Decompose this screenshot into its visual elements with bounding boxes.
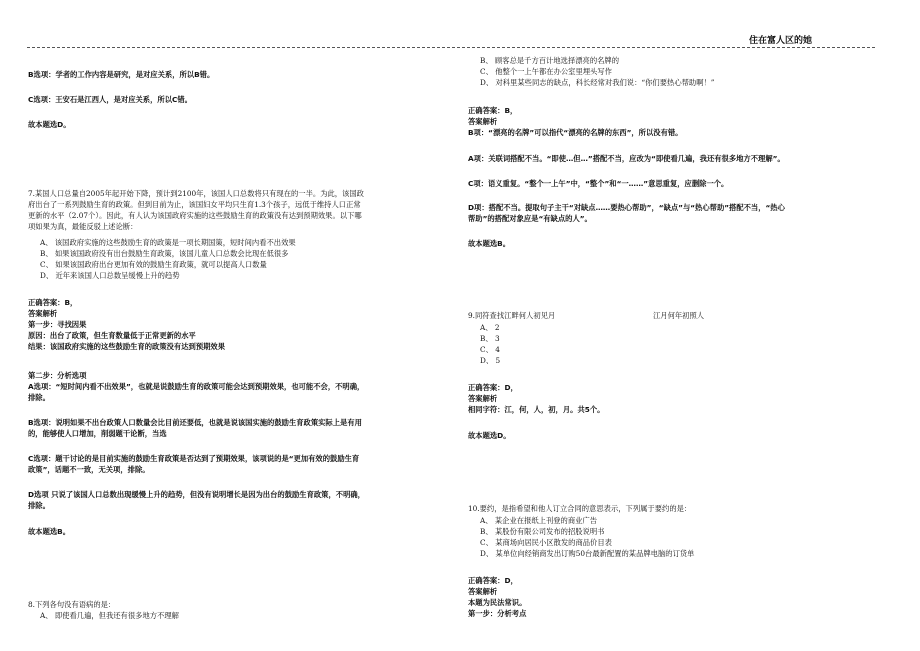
q7-option-b-analysis bbox=[28, 417, 438, 439]
q10-analysis-label: 答案解析 bbox=[468, 587, 498, 596]
analysis-line: 的，能够使人口增加，削弱题干论断，当选 bbox=[28, 429, 167, 438]
q8-option-a-explanation: A项：关联词搭配不当。“即使…但…”搭配不当，应改为“即使看几遍，我还有很多地方不理解”。 bbox=[468, 154, 785, 163]
q9-answer-block bbox=[468, 382, 880, 415]
q10-explanation: 本题为民法常识。 bbox=[468, 598, 527, 607]
q7-analysis-label: 答案解析 bbox=[28, 309, 58, 318]
q7-result: 结果：该国政府实施的这些鼓励生育的政策没有达到预期效果 bbox=[28, 342, 226, 351]
analysis-line: D选项 只说了该国人口总数出现缓慢上升的趋势，但没有说明增长是因为出台的鼓励生育政策，不明确， bbox=[28, 490, 365, 499]
q7-cause: 原因：出台了政策，但生育数量低于正常更新的水平 bbox=[28, 331, 196, 340]
q9-explanation: 相同字符：江，何，人，初，月。共5个。 bbox=[468, 405, 605, 414]
q10-option-b: B、 某股份有限公司发布的招股说明书 bbox=[480, 527, 605, 536]
q10-option-d: D、 某单位向经销商发出订购50台最新配置的某品牌电脑的订货单 bbox=[480, 549, 695, 558]
q9-stem bbox=[468, 310, 880, 321]
q10-answer-block bbox=[468, 575, 880, 619]
q8-analysis-label: 答案解析 bbox=[468, 117, 498, 126]
q10-stem: 10.要约，是指希望和他人订立合同的意思表示，下列属于要约的是： bbox=[468, 504, 692, 513]
q8-options-cont bbox=[468, 55, 892, 88]
q9-analysis-label: 答案解析 bbox=[468, 394, 498, 403]
analysis-line: 政策”，话题不一致，无关项，排除。 bbox=[28, 465, 150, 474]
q7-conclusion: 故本题选B。 bbox=[28, 527, 71, 536]
analysis-line: 帮助”的搭配对象应是“有缺点的人”。 bbox=[468, 214, 592, 223]
analysis-line: B选项：说明如果不出台政策人口数量会比目前还要低，也就是说该国实施的鼓励生育政策实际上是有用 bbox=[28, 418, 362, 427]
q10-options bbox=[468, 515, 892, 559]
q9-option-a: A、 2 bbox=[480, 323, 500, 332]
q7-option-a: A、 该国政府实施的这些鼓励生育的政策是一项长期国策，短时间内看不出效果 bbox=[40, 238, 296, 247]
q10-option-c: C、 某商场向居民小区散发的商品价目表 bbox=[480, 538, 612, 547]
q6-conclusion: 故本题选D。 bbox=[28, 120, 71, 129]
q9-option-d: D、 5 bbox=[480, 356, 501, 365]
q8-option-b-explanation: B项：“漂亮的名牌”可以指代“漂亮的名牌的东西”，所以没有错。 bbox=[468, 128, 683, 137]
q7-option-d: D、 近年来该国人口总数呈缓慢上升的趋势 bbox=[40, 271, 180, 280]
q6-option-b-explanation: B选项：学者的工作内容是研究，是对应关系，所以B错。 bbox=[28, 70, 215, 79]
q7-option-c: C、 如果该国政府出台更加有效的鼓励生育政策，就可以提高人口数量 bbox=[40, 260, 267, 269]
q9-option-b: B、 3 bbox=[480, 334, 500, 343]
q9-stem-right: 江月何年初照人 bbox=[653, 311, 705, 320]
q8-option-d-explanation bbox=[468, 202, 880, 224]
q8-option-c: C、 他整个一上午都在办公室里埋头写作 bbox=[480, 67, 612, 76]
q8-answer: 正确答案：B， bbox=[468, 106, 518, 115]
q8-stem: 8.下列各句没有语病的是： bbox=[28, 600, 116, 609]
analysis-line: 排除。 bbox=[28, 501, 50, 510]
q7-option-d-analysis bbox=[28, 489, 438, 511]
q9-conclusion: 故本题选D。 bbox=[468, 431, 511, 440]
q9-stem-left: 9.同符查找江畔何人初见月 bbox=[468, 311, 556, 320]
q7-step1: 第一步：寻找因果 bbox=[28, 320, 87, 329]
q7-stem-line: 府出台了一系列鼓励生育的政策。但到目前为止，该国妇女平均只生育1.3个孩子，远低于维持人口正常 bbox=[28, 200, 361, 209]
q8-option-d: D、 对科里某些同志的缺点，科长经常对我们说：“你们要热心帮助啊！” bbox=[480, 78, 715, 87]
analysis-line: 排除。 bbox=[28, 393, 50, 402]
q7-step2: 第二步：分析选项 bbox=[28, 371, 87, 380]
page-header-title: 住在富人区的她 bbox=[749, 36, 813, 46]
q7-stem-line: 项如果为真，最能反驳上述论断： bbox=[28, 222, 138, 231]
q9-options bbox=[468, 322, 892, 366]
header-divider bbox=[27, 47, 875, 48]
q7-answer-block bbox=[28, 297, 438, 352]
q6-option-c-explanation: C选项：王安石是江西人，是对应关系，所以C错。 bbox=[28, 95, 192, 104]
q8-option-b: B、 顾客总是千方百计地选择漂亮的名牌的 bbox=[480, 56, 620, 65]
analysis-line: C选项：题干讨论的是目前实施的鼓励生育政策是否达到了预期效果，该项说的是“更加有效的鼓励生育 bbox=[28, 454, 360, 463]
q8-answer-block bbox=[468, 105, 880, 138]
q8-option-c-explanation: C项：语义重复。“整个一上午”中，“整个”和“一……”意思重复，应删除一个。 bbox=[468, 179, 729, 188]
q7-option-c-analysis bbox=[28, 453, 438, 475]
q7-answer: 正确答案：B， bbox=[28, 298, 78, 307]
q8-conclusion: 故本题选B。 bbox=[468, 239, 511, 248]
q9-option-c: C、 4 bbox=[480, 345, 500, 354]
analysis-line: A选项：“短时间内看不出效果”，也就是说鼓励生育的政策可能会达到预期效果，也可能不会，不明确， bbox=[28, 382, 365, 391]
analysis-line: D项：搭配不当。提取句子主干“对缺点……要热心帮助”，“缺点”与“热心帮助”搭配不当，“热心 bbox=[468, 203, 785, 212]
q7-option-b: B、 如果该国政府没有出台鼓励生育政策，该国儿童人口总数会比现在低很多 bbox=[40, 249, 289, 258]
q10-step1: 第一步：分析考点 bbox=[468, 609, 527, 618]
q9-answer: 正确答案：D， bbox=[468, 383, 518, 392]
q7-option-a-analysis bbox=[28, 381, 438, 403]
q7-options bbox=[28, 237, 450, 281]
q7-stem bbox=[28, 188, 438, 232]
q10-option-a: A、 某企业在报纸上刊登的商业广告 bbox=[480, 516, 598, 525]
q7-stem-line: 7.某国人口总量自2005年起开始下降，预计到2100年，该国人口总数将只有现在的一半。为此，该国政 bbox=[28, 189, 364, 198]
q10-answer: 正确答案：D， bbox=[468, 576, 518, 585]
q8-option-a: A、 即使看几遍，但我还有很多地方不理解 bbox=[40, 611, 179, 620]
q7-stem-line: 更新的水平（2.07个）。因此，有人认为该国政府实施的这些鼓励生育的政策没有达到预期效果。以下哪 bbox=[28, 211, 362, 220]
